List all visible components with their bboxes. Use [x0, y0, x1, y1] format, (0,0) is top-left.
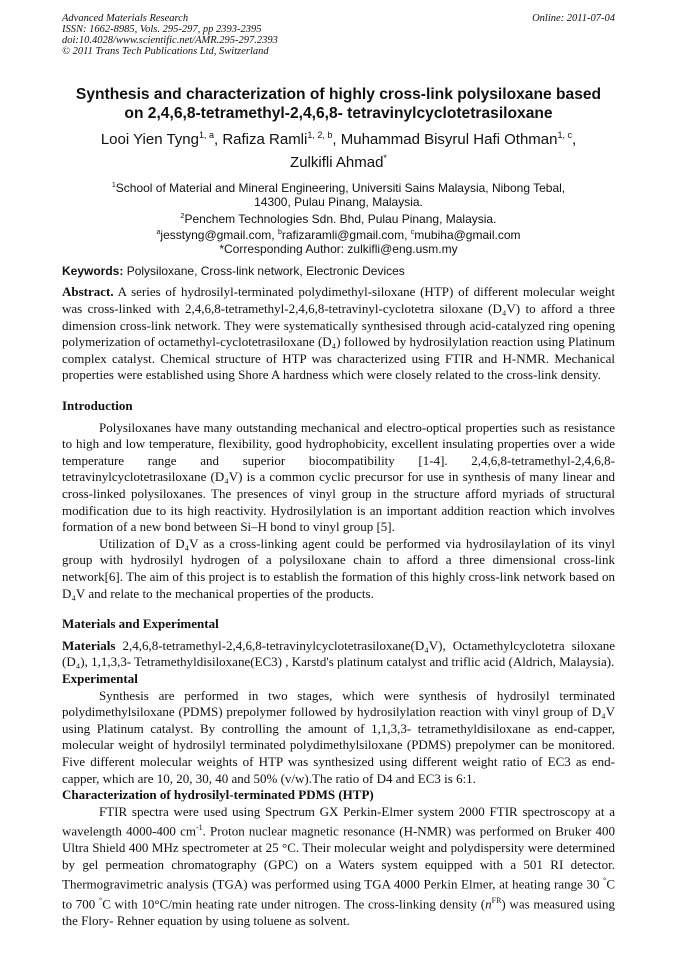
affiliation-1: $^1$School of Material and Mineral Engineering, Universiti Sains Malaysia, Nibong Tebal,: [111, 181, 566, 195]
emails: $^a$jesstyng@gmail.com, $^b$rafizaramli@gmail.com, $^c$mubiha@gmail.com: [156, 227, 521, 242]
materials-paragraph: Materials 2,4,6,8-tetramethyl-2,4,6,8-tetravinylcyclotetrasiloxane(D₄V), Octamethylcyclotetra siloxane (D₄), 1,1,3,3- Tetramethyldisiloxane(EC3) , Karstd's platinum catalyst and triflic acid (Aldrich, Malaysia).: [62, 637, 615, 670]
abstract: Abstract. A series of hydrosilyl-terminated polydimethyl-siloxane (HTP) of different molecular weight was cross-linked with 2,4,6,8-tetramethyl-2,4,6,8-tetravinyl-cyclotetra siloxane (D₄V) to afford a three dimension cross-link network. They were systematically synthesised through acid-catalyzed ring opening polymerization of octamethyl-cyclotetrasiloxane (D₄) followed by hydrosilylation reaction using Platinum complex catalyst. Chemical structure of HTP was characterized using FTIR and H-NMR. Mechanical properties were established using Shore A hardness which were closely related to the cross-link density.: [62, 284, 615, 383]
affiliation-2: $^2$Penchem Technologies Sdn. Bhd, Pulau Pinang, Malaysia.: [180, 211, 497, 226]
issn: ISSN: 1662-8985, Vols. 295-297, pp 2393-2395: [62, 24, 262, 35]
email-link[interactable]: jesstyng@gmail.com,: [160, 227, 278, 242]
corresponding-author: *Corresponding Author: zulkifli@eng.usm.my: [219, 242, 458, 257]
subheading-characterization: Characterization of hydrosilyl-terminated PDMS (HTP): [62, 787, 374, 803]
author-list: [62, 126, 615, 172]
email-link[interactable]: mubiha@gmail.com: [414, 227, 521, 242]
characterization-paragraph: FTIR spectra were used using Spectrum GX Perkin-Elmer system 2000 FTIR spectroscopy at a wavelength 4000-400 $cm^{-1}$. Proton nuclear magnetic resonance (H-NMR) was performed on Bruker 400 Ultra Shield 400 MHz spectrometer at 25 °C. Their molecular weight and polydispersity were determined by gel permeation chromatography (GPC) on a Waters system equipped with a 501 RI detector. Thermogravimetric analysis (TGA) was performed using TGA 4000 Perkin Elmer, at heating range 30 °C to 700 °C with 10°C/min heating rate under nitrogen. The cross-linking density $(n^{FR})$ was measured using the Flory- Rehner equation by using toluene as solvent.: [62, 803, 615, 929]
paper-page: [62, 13, 615, 930]
copyright: © 2011 Trans Tech Publications Ltd, Switzerland: [62, 46, 269, 57]
section-heading-introduction: Introduction: [62, 398, 133, 414]
author: Zulkifli Ahmad*: [290, 153, 387, 171]
intro-paragraph-2: Utilization of D₄V as a cross-linking agent could be performed via hydrosilaylation of its vinyl group with hydrosilyl hydrogen of a polysiloxane chain to afford a three dimensional cross-link network[6]. The aim of this project is to establish the formation of this highly cross-link network based on D₄V and relate to the mechanical properties of the products.: [62, 535, 615, 601]
journal-header: [62, 13, 615, 57]
paper-title: [62, 85, 615, 123]
author: Muhammad Bisyrul Hafi Othman$^{1, c}$,: [340, 130, 577, 148]
keywords: Keywords: Polysiloxane, Cross-link network, Electronic Devices: [62, 264, 405, 279]
email-link[interactable]: rafizaramli@gmail.com,: [281, 227, 411, 242]
intro-paragraph-1: Polysiloxanes have many outstanding mechanical and electro-optical properties such as resistance to high and low temperature, flexibility, good hydrophobicity, excellent insulating properties over a wide temperature range and superior biocompatibility [1-4]. 2,4,6,8-tetramethyl-2,4,6,8-tetravinylcyclotetrasiloxane (D₄V) is a common cyclic precursor for use in synthesis of many linear and cross-linked polysiloxanes. The presences of vinyl group in the structure afford myriads of structural modification due to its high reactivity. Hydrosilylation is an important addition reaction which involves formation of a new bond between Si–H bond to vinyl group [5].: [62, 419, 615, 535]
title-line: Synthesis and characterization of highly cross-link polysiloxane based: [75, 86, 602, 103]
doi: doi:10.4028/www.scientific.net/AMR.295-297.2393: [62, 35, 278, 46]
journal-name: Advanced Materials Research: [62, 13, 189, 24]
online-date: Online: 2011-07-04: [532, 13, 615, 24]
affiliations: [62, 179, 615, 256]
affiliation-1-address: 14300, Pulau Pinang, Malaysia.: [254, 195, 423, 210]
experimental-paragraph: Synthesis are performed in two stages, which were synthesis of hydrosilyl terminated polydimethylsiloxane (PDMS) prepolymer followed by hydrosilylation reaction with vinyl group of D₄V using Platinum catalyst. By controlling the amount of 1,1,3,3- tetramethyldisiloxane as end-capper, molecular weight of hydrosilyl terminated polydimethylsiloxane (PDMS) prepolymer can be monitored. Five different molecular weights of HTP was synthesized using different weight ratio of EC3 as end-capper, which are 10, 20, 30, 40 and 50% (v/w).The ratio of D4 and EC3 is 6:1.: [62, 687, 615, 786]
section-heading-materials-experimental: Materials and Experimental: [62, 616, 219, 632]
subheading-experimental: Experimental: [62, 670, 138, 686]
author: Looi Yien Tyng$^{1, a}$,: [100, 130, 223, 148]
author: Rafiza Ramli$^{1, 2, b}$,: [222, 130, 341, 148]
title-line: on 2,4,6,8-tetramethyl-2,4,6,8- tetravinylcyclotetrasiloxane: [124, 105, 553, 122]
